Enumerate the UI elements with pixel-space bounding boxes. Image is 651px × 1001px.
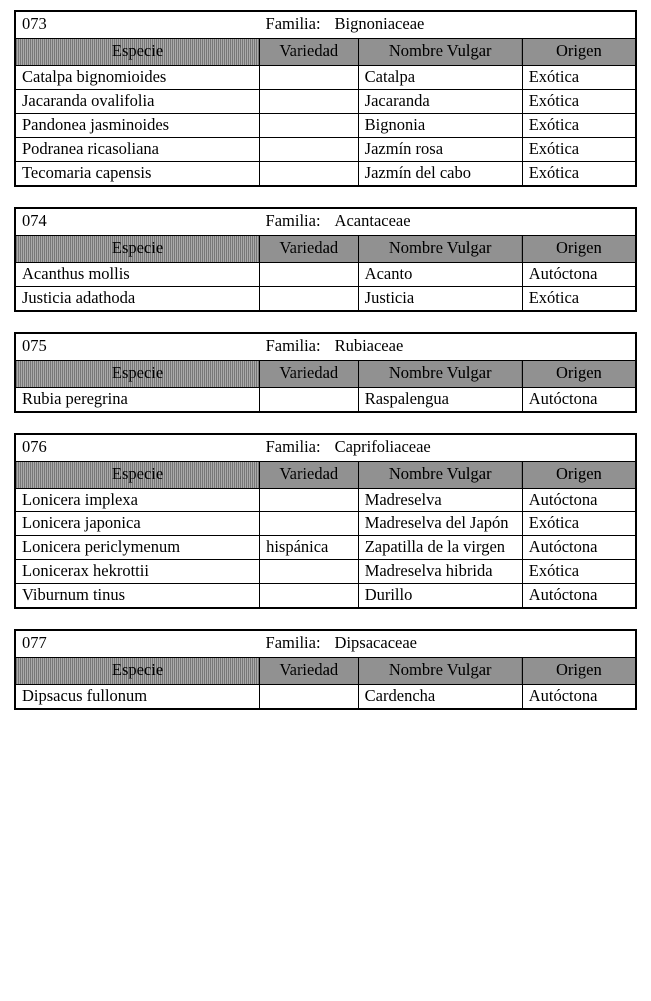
table-row	[16, 137, 635, 161]
cell-variedad	[260, 113, 359, 137]
cell-origen: Exótica	[522, 560, 635, 584]
column-header-row	[16, 360, 635, 387]
table-row	[16, 560, 635, 584]
cell-variedad	[260, 685, 359, 708]
cell-especie: Jacaranda ovalifolia	[16, 89, 260, 113]
family-title-row	[16, 209, 635, 235]
family-table	[16, 209, 635, 310]
column-header-row	[16, 658, 635, 685]
family-code: 075	[16, 334, 260, 360]
family-code: 076	[16, 435, 260, 461]
family-label: Familia:	[265, 633, 321, 653]
cell-origen: Exótica	[522, 286, 635, 309]
cell-origen: Autóctona	[522, 685, 635, 708]
family-title	[260, 435, 635, 461]
family-code: 074	[16, 209, 260, 235]
cell-origen: Exótica	[522, 161, 635, 184]
cell-nombre-vulgar: Bignonia	[358, 113, 522, 137]
cell-origen: Autóctona	[522, 536, 635, 560]
cell-especie: Tecomaria capensis	[16, 161, 260, 184]
cell-nombre-vulgar: Jazmín rosa	[358, 137, 522, 161]
cell-especie: Pandonea jasminoides	[16, 113, 260, 137]
column-header-row	[16, 235, 635, 262]
table-row	[16, 89, 635, 113]
family-title	[260, 209, 635, 235]
cell-nombre-vulgar: Jacaranda	[358, 89, 522, 113]
family-code: 073	[16, 12, 260, 38]
column-header-variedad: Variedad	[260, 38, 359, 65]
family-title-row	[16, 12, 635, 38]
family-name: Bignoniaceae	[334, 14, 425, 33]
column-header-nombre-vulgar: Nombre Vulgar	[358, 658, 522, 685]
cell-origen: Exótica	[522, 113, 635, 137]
column-header-origen: Origen	[522, 461, 635, 488]
column-header-especie: Especie	[16, 461, 260, 488]
cell-especie: Acanthus mollis	[16, 262, 260, 286]
family-label: Familia:	[265, 14, 321, 33]
family-title	[260, 334, 635, 360]
table-row	[16, 65, 635, 89]
cell-origen: Autóctona	[522, 387, 635, 410]
cell-nombre-vulgar: Acanto	[358, 262, 522, 286]
family-name: Rubiaceae	[334, 335, 404, 355]
cell-origen: Exótica	[522, 512, 635, 536]
column-header-variedad: Variedad	[260, 235, 359, 262]
cell-variedad: hispánica	[260, 536, 359, 560]
cell-nombre-vulgar: Catalpa	[358, 65, 522, 89]
cell-origen: Autóctona	[522, 488, 635, 512]
cell-especie: Viburnum tinus	[16, 584, 260, 607]
cell-variedad	[260, 137, 359, 161]
family-block	[14, 332, 637, 413]
family-title-row	[16, 334, 635, 360]
cell-nombre-vulgar: Madreselva del Japón	[358, 512, 522, 536]
cell-nombre-vulgar: Raspalengua	[358, 387, 522, 410]
family-title-row	[16, 435, 635, 461]
cell-nombre-vulgar: Madreselva	[358, 488, 522, 512]
column-header-row	[16, 461, 635, 488]
cell-nombre-vulgar: Durillo	[358, 584, 522, 607]
cell-especie: Lonicera japonica	[16, 512, 260, 536]
table-row	[16, 512, 635, 536]
column-header-variedad: Variedad	[260, 360, 359, 387]
cell-origen: Exótica	[522, 89, 635, 113]
family-name: Acantaceae	[334, 210, 411, 230]
column-header-origen: Origen	[522, 38, 635, 65]
cell-especie: Lonicera periclymenum	[16, 536, 260, 560]
cell-origen: Exótica	[522, 65, 635, 89]
cell-nombre-vulgar: Justicia	[358, 286, 522, 309]
cell-nombre-vulgar: Cardencha	[358, 685, 522, 708]
cell-especie: Justicia adathoda	[16, 286, 260, 309]
column-header-variedad: Variedad	[260, 658, 359, 685]
family-table	[16, 12, 635, 185]
family-label: Familia:	[265, 436, 321, 456]
family-table	[16, 334, 635, 411]
family-label: Familia:	[265, 335, 321, 355]
table-row	[16, 262, 635, 286]
column-header-especie: Especie	[16, 38, 260, 65]
family-label: Familia:	[265, 210, 321, 230]
document-page	[0, 10, 651, 1001]
column-header-nombre-vulgar: Nombre Vulgar	[358, 461, 522, 488]
cell-variedad	[260, 161, 359, 184]
family-title	[260, 631, 635, 657]
cell-especie: Dipsacus fullonum	[16, 685, 260, 708]
cell-nombre-vulgar: Jazmín del cabo	[358, 161, 522, 184]
column-header-nombre-vulgar: Nombre Vulgar	[358, 360, 522, 387]
column-header-origen: Origen	[522, 360, 635, 387]
cell-nombre-vulgar: Zapatilla de la virgen	[358, 536, 522, 560]
family-block	[14, 10, 637, 187]
cell-variedad	[260, 512, 359, 536]
family-name: Dipsacaceae	[334, 633, 417, 653]
cell-variedad	[260, 262, 359, 286]
column-header-especie: Especie	[16, 658, 260, 685]
column-header-origen: Origen	[522, 658, 635, 685]
family-code: 077	[16, 631, 260, 657]
cell-variedad	[260, 286, 359, 309]
cell-variedad	[260, 89, 359, 113]
cell-variedad	[260, 387, 359, 410]
family-block	[14, 433, 637, 610]
column-header-row	[16, 38, 635, 65]
cell-nombre-vulgar: Madreselva hibrida	[358, 560, 522, 584]
table-row	[16, 161, 635, 184]
table-row	[16, 685, 635, 708]
table-row	[16, 113, 635, 137]
cell-variedad	[260, 65, 359, 89]
column-header-variedad: Variedad	[260, 461, 359, 488]
cell-especie: Rubia peregrina	[16, 387, 260, 410]
table-row	[16, 387, 635, 410]
family-block	[14, 629, 637, 710]
family-title	[260, 12, 635, 38]
family-table	[16, 435, 635, 608]
cell-especie: Catalpa bignomioides	[16, 65, 260, 89]
cell-origen: Autóctona	[522, 584, 635, 607]
column-header-nombre-vulgar: Nombre Vulgar	[358, 38, 522, 65]
column-header-especie: Especie	[16, 360, 260, 387]
cell-origen: Exótica	[522, 137, 635, 161]
cell-variedad	[260, 584, 359, 607]
cell-especie: Lonicera implexa	[16, 488, 260, 512]
column-header-nombre-vulgar: Nombre Vulgar	[358, 235, 522, 262]
family-table	[16, 631, 635, 708]
family-title-row	[16, 631, 635, 657]
family-name: Caprifoliaceae	[334, 436, 431, 456]
table-row	[16, 584, 635, 607]
family-blocks-container	[0, 10, 651, 710]
column-header-origen: Origen	[522, 235, 635, 262]
cell-especie: Lonicerax hekrottii	[16, 560, 260, 584]
table-row	[16, 488, 635, 512]
cell-origen: Autóctona	[522, 262, 635, 286]
cell-variedad	[260, 560, 359, 584]
cell-especie: Podranea ricasoliana	[16, 137, 260, 161]
column-header-especie: Especie	[16, 235, 260, 262]
table-row	[16, 536, 635, 560]
table-row	[16, 286, 635, 309]
family-block	[14, 207, 637, 312]
cell-variedad	[260, 488, 359, 512]
